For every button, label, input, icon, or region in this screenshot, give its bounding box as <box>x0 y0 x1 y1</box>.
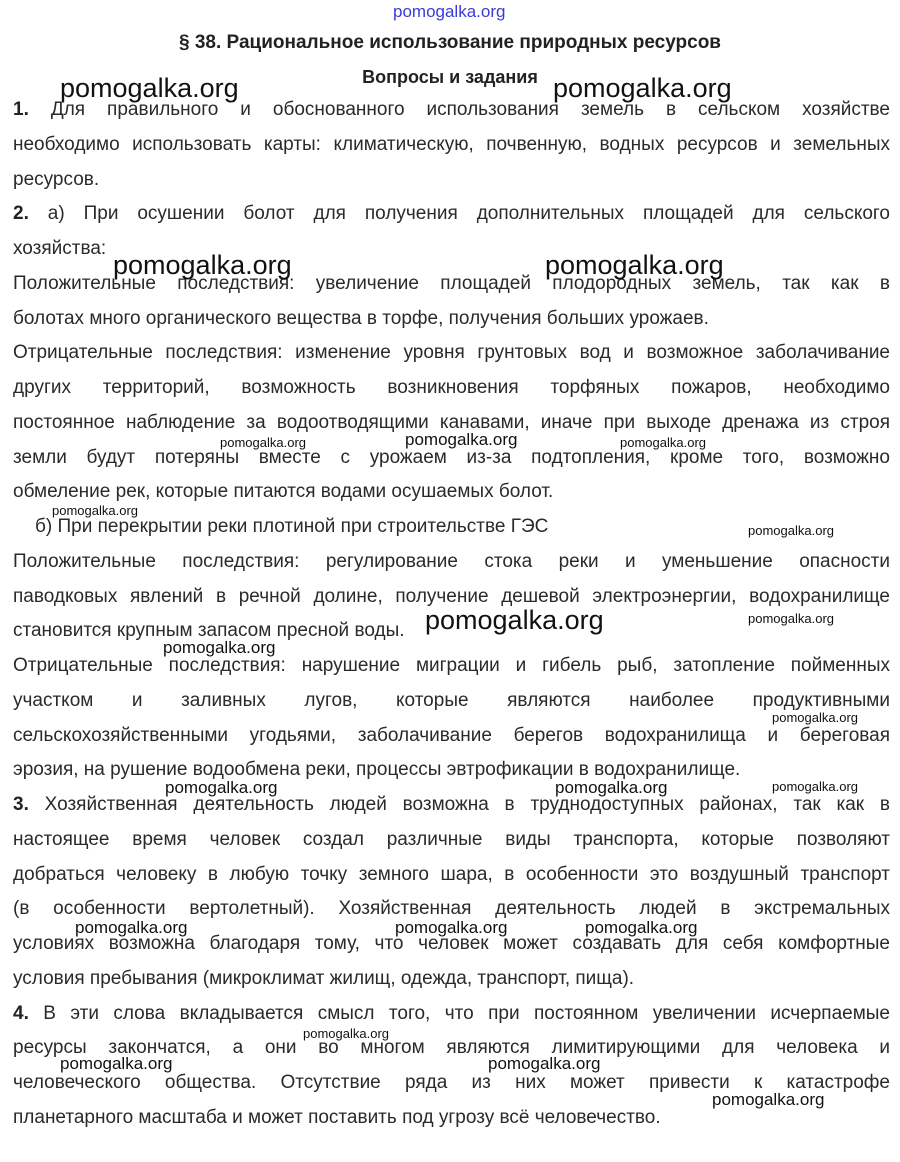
line-text: человеческого общества. Отсутствие ряда из них может привести к катастрофе <box>13 1072 890 1093</box>
text-line <box>13 793 890 817</box>
watermark: pomogalka.org <box>712 1090 825 1109</box>
line-text: а) При осушении болот для получения дополнительных площадей для сельского <box>28 203 890 225</box>
watermark: pomogalka.org <box>60 73 239 103</box>
text-line <box>13 1106 890 1130</box>
text-line <box>13 758 890 782</box>
line-text: сельскохозяйственными угодьями, заболачивание берегов водохранилища и береговая <box>13 724 890 746</box>
watermark: pomogalka.org <box>772 710 858 725</box>
text-line <box>13 550 890 574</box>
line-text: Хозяйственная деятельность людей возможна в труднодоступных районах, так как в <box>28 794 890 815</box>
line-text: Отрицательные последствия: изменение уровня грунтовых вод и возможное заболачивание <box>13 342 890 364</box>
watermark: pomogalka.org <box>60 1054 173 1073</box>
watermark: pomogalka.org <box>748 611 834 626</box>
line-text: земли будут потеряны вместе с урожаем из-за подтопления, кроме того, возможно <box>13 446 890 468</box>
text-line <box>13 376 890 400</box>
line-text: становится крупным запасом пресной воды. <box>13 620 405 642</box>
line-text: ресурсов. <box>13 168 100 190</box>
line-text: В эти слова вкладывается смысл того, что при постоянном увеличении исчерпаемые <box>28 1002 890 1024</box>
watermark: pomogalka.org <box>425 605 604 635</box>
watermark: pomogalka.org <box>772 779 858 794</box>
question-number: 3. <box>13 794 29 815</box>
watermark: pomogalka.org <box>113 250 292 280</box>
line-text: эрозия, на рушение водообмена реки, процессы эвтрофикации в водохранилище. <box>13 759 741 781</box>
line-text: болотах много органического вещества в торфе, получения больших урожаев. <box>13 307 709 329</box>
watermark: pomogalka.org <box>620 435 706 450</box>
text-line <box>13 724 890 748</box>
line-text: (в особенности вертолетный). Хозяйственная деятельность людей в экстремальных <box>13 898 890 920</box>
text-line <box>13 133 890 157</box>
line-text: паводковых явлений в речной долине, получение дешевой электроэнергии, водохранилище <box>13 585 890 607</box>
text-line <box>13 828 890 852</box>
watermark: pomogalka.org <box>75 918 188 937</box>
watermark: pomogalka.org <box>488 1054 601 1073</box>
line-text: обмеление рек, которые питаются водами осушаемых болот. <box>13 481 554 503</box>
watermark: pomogalka.org <box>395 918 508 937</box>
text-line <box>13 654 890 678</box>
watermark: pomogalka.org <box>303 1026 389 1041</box>
question-number: 1. <box>13 99 29 120</box>
watermark: pomogalka.org <box>405 430 518 449</box>
line-text: Для правильного и обоснованного использования земель в сельском хозяйстве <box>28 99 890 120</box>
watermark: pomogalka.org <box>393 2 506 21</box>
watermark: pomogalka.org <box>748 523 834 538</box>
line-text: Отрицательные последствия: нарушение миграции и гибель рыб, затопление пойменных <box>13 655 890 676</box>
page-title: § 38. Рациональное использование природных ресурсов <box>179 32 721 53</box>
line-text: Положительные последствия: регулирование стока реки и уменьшение опасности <box>13 550 890 572</box>
text-line <box>13 307 890 331</box>
line-text: ресурсы закончатся, а они во многом являются лимитирующими для человека и <box>13 1037 890 1059</box>
line-text: добраться человеку в любую точку земного шара, в особенности это воздушный транспорт <box>13 863 890 885</box>
text-line <box>13 967 890 991</box>
line-text: постоянное наблюдение за водоотводящими канавами, иначе при выходе дренажа из строя <box>13 411 890 433</box>
text-line <box>13 689 890 713</box>
text-line <box>13 168 890 192</box>
text-line <box>13 480 890 504</box>
line-text: участком и заливных лугов, которые являются наиболее продуктивными <box>13 689 890 711</box>
line-text: условия пребывания (микроклимат жилищ, одежда, транспорт, пища). <box>13 967 635 989</box>
line-text: Положительные последствия: увеличение площадей плодородных земель, так как в <box>13 272 890 294</box>
line-text: планетарного масштаба и может поставить под угрозу всё человечество. <box>13 1106 661 1128</box>
text-line <box>13 202 890 226</box>
line-text: необходимо использовать карты: климатическую, почвенную, водных ресурсов и земельных <box>13 133 890 155</box>
section-subtitle: Вопросы и задания <box>362 67 538 87</box>
line-text: б) При перекрытии реки плотиной при строительстве ГЭС <box>35 516 549 537</box>
watermark: pomogalka.org <box>52 503 138 518</box>
text-line <box>13 341 890 365</box>
question-number: 4. <box>13 1002 29 1024</box>
watermark: pomogalka.org <box>553 73 732 103</box>
text-line <box>13 1002 890 1026</box>
line-text: других территорий, возможность возникновения торфяных пожаров, необходимо <box>13 377 890 398</box>
line-text: настоящее время человек создал различные виды транспорта, которые позволяют <box>13 828 890 850</box>
watermark: pomogalka.org <box>220 435 306 450</box>
watermark: pomogalka.org <box>545 250 724 280</box>
text-line <box>13 446 890 470</box>
watermark: pomogalka.org <box>163 638 276 657</box>
line-text: условиях возможна благодаря тому, что человек может создавать для себя комфортные <box>13 933 890 954</box>
watermark: pomogalka.org <box>555 778 668 797</box>
watermark: pomogalka.org <box>165 778 278 797</box>
line-text: хозяйства: <box>13 238 107 259</box>
question-number: 2. <box>13 203 29 225</box>
text-line <box>13 863 890 887</box>
watermark: pomogalka.org <box>585 918 698 937</box>
